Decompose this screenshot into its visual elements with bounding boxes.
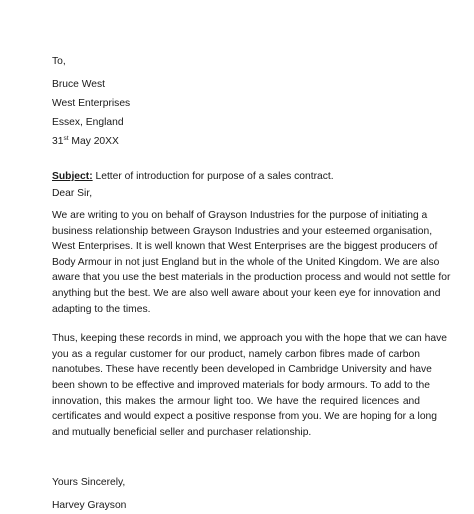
paragraph-line: adapting to the times. (52, 303, 151, 315)
subject-text: Letter of introduction for purpose of a sales contract. (92, 171, 334, 182)
paragraph-line: anything but the best. We are also well aware about your keen eye for innovation and (52, 287, 441, 299)
paragraph-line: aware that you use the best materials in the production process and would not settle for (52, 272, 451, 284)
paragraph-line: We are writing to you on behalf of Grayson Industries for the purpose of initiating a (52, 210, 428, 221)
paragraph-line: nanotubes. These have recently been developed in Cambridge University and have (52, 364, 432, 376)
paragraph-line: West Enterprises. It is well known that West Enterprises are the biggest producers of (52, 241, 438, 253)
paragraph-line: been shown to be effective and improved materials for body armours. To add to the (52, 379, 430, 391)
letter-body (52, 52, 451, 514)
paragraph-line: certificates and would expect a positive response from you. We are hoping for a long (52, 411, 438, 423)
date-suffix: st (63, 135, 69, 142)
subject-line (52, 168, 420, 185)
paragraph-line: Body Armour in not just England but in the whole of the United Kingdom. We are also (52, 256, 440, 268)
date-rest: May 20XX (68, 136, 119, 147)
salutation: Dear Sir, (52, 188, 93, 199)
paragraph-line: innovation, this makes the armour light too. We have the required licences and (52, 395, 420, 407)
paragraph-1 (52, 208, 451, 317)
date-day: 31 (52, 136, 64, 147)
paragraph-line: Thus, keeping these records in mind, we approach you with the hope that we can have (52, 333, 447, 345)
paragraph-line: you as a regular customer for our product, namely carbon fibres made of carbon (52, 348, 420, 360)
subject-label: Subject: (52, 171, 93, 182)
letter-date (52, 132, 420, 151)
paragraph-line: and mutually beneficial seller and purchaser relationship. (52, 426, 312, 438)
recipient-location: Essex, England (52, 117, 124, 128)
signature-name: Harvey Grayson (52, 500, 127, 512)
paragraph-line: business relationship between Grayson Industries and your esteemed organisation, (52, 225, 433, 237)
closing: Yours Sincerely, (52, 477, 126, 489)
to-label: To, (52, 56, 66, 67)
recipient-name: Bruce West (52, 79, 106, 90)
paragraph-2 (52, 331, 447, 440)
recipient-company: West Enterprises (52, 98, 131, 109)
